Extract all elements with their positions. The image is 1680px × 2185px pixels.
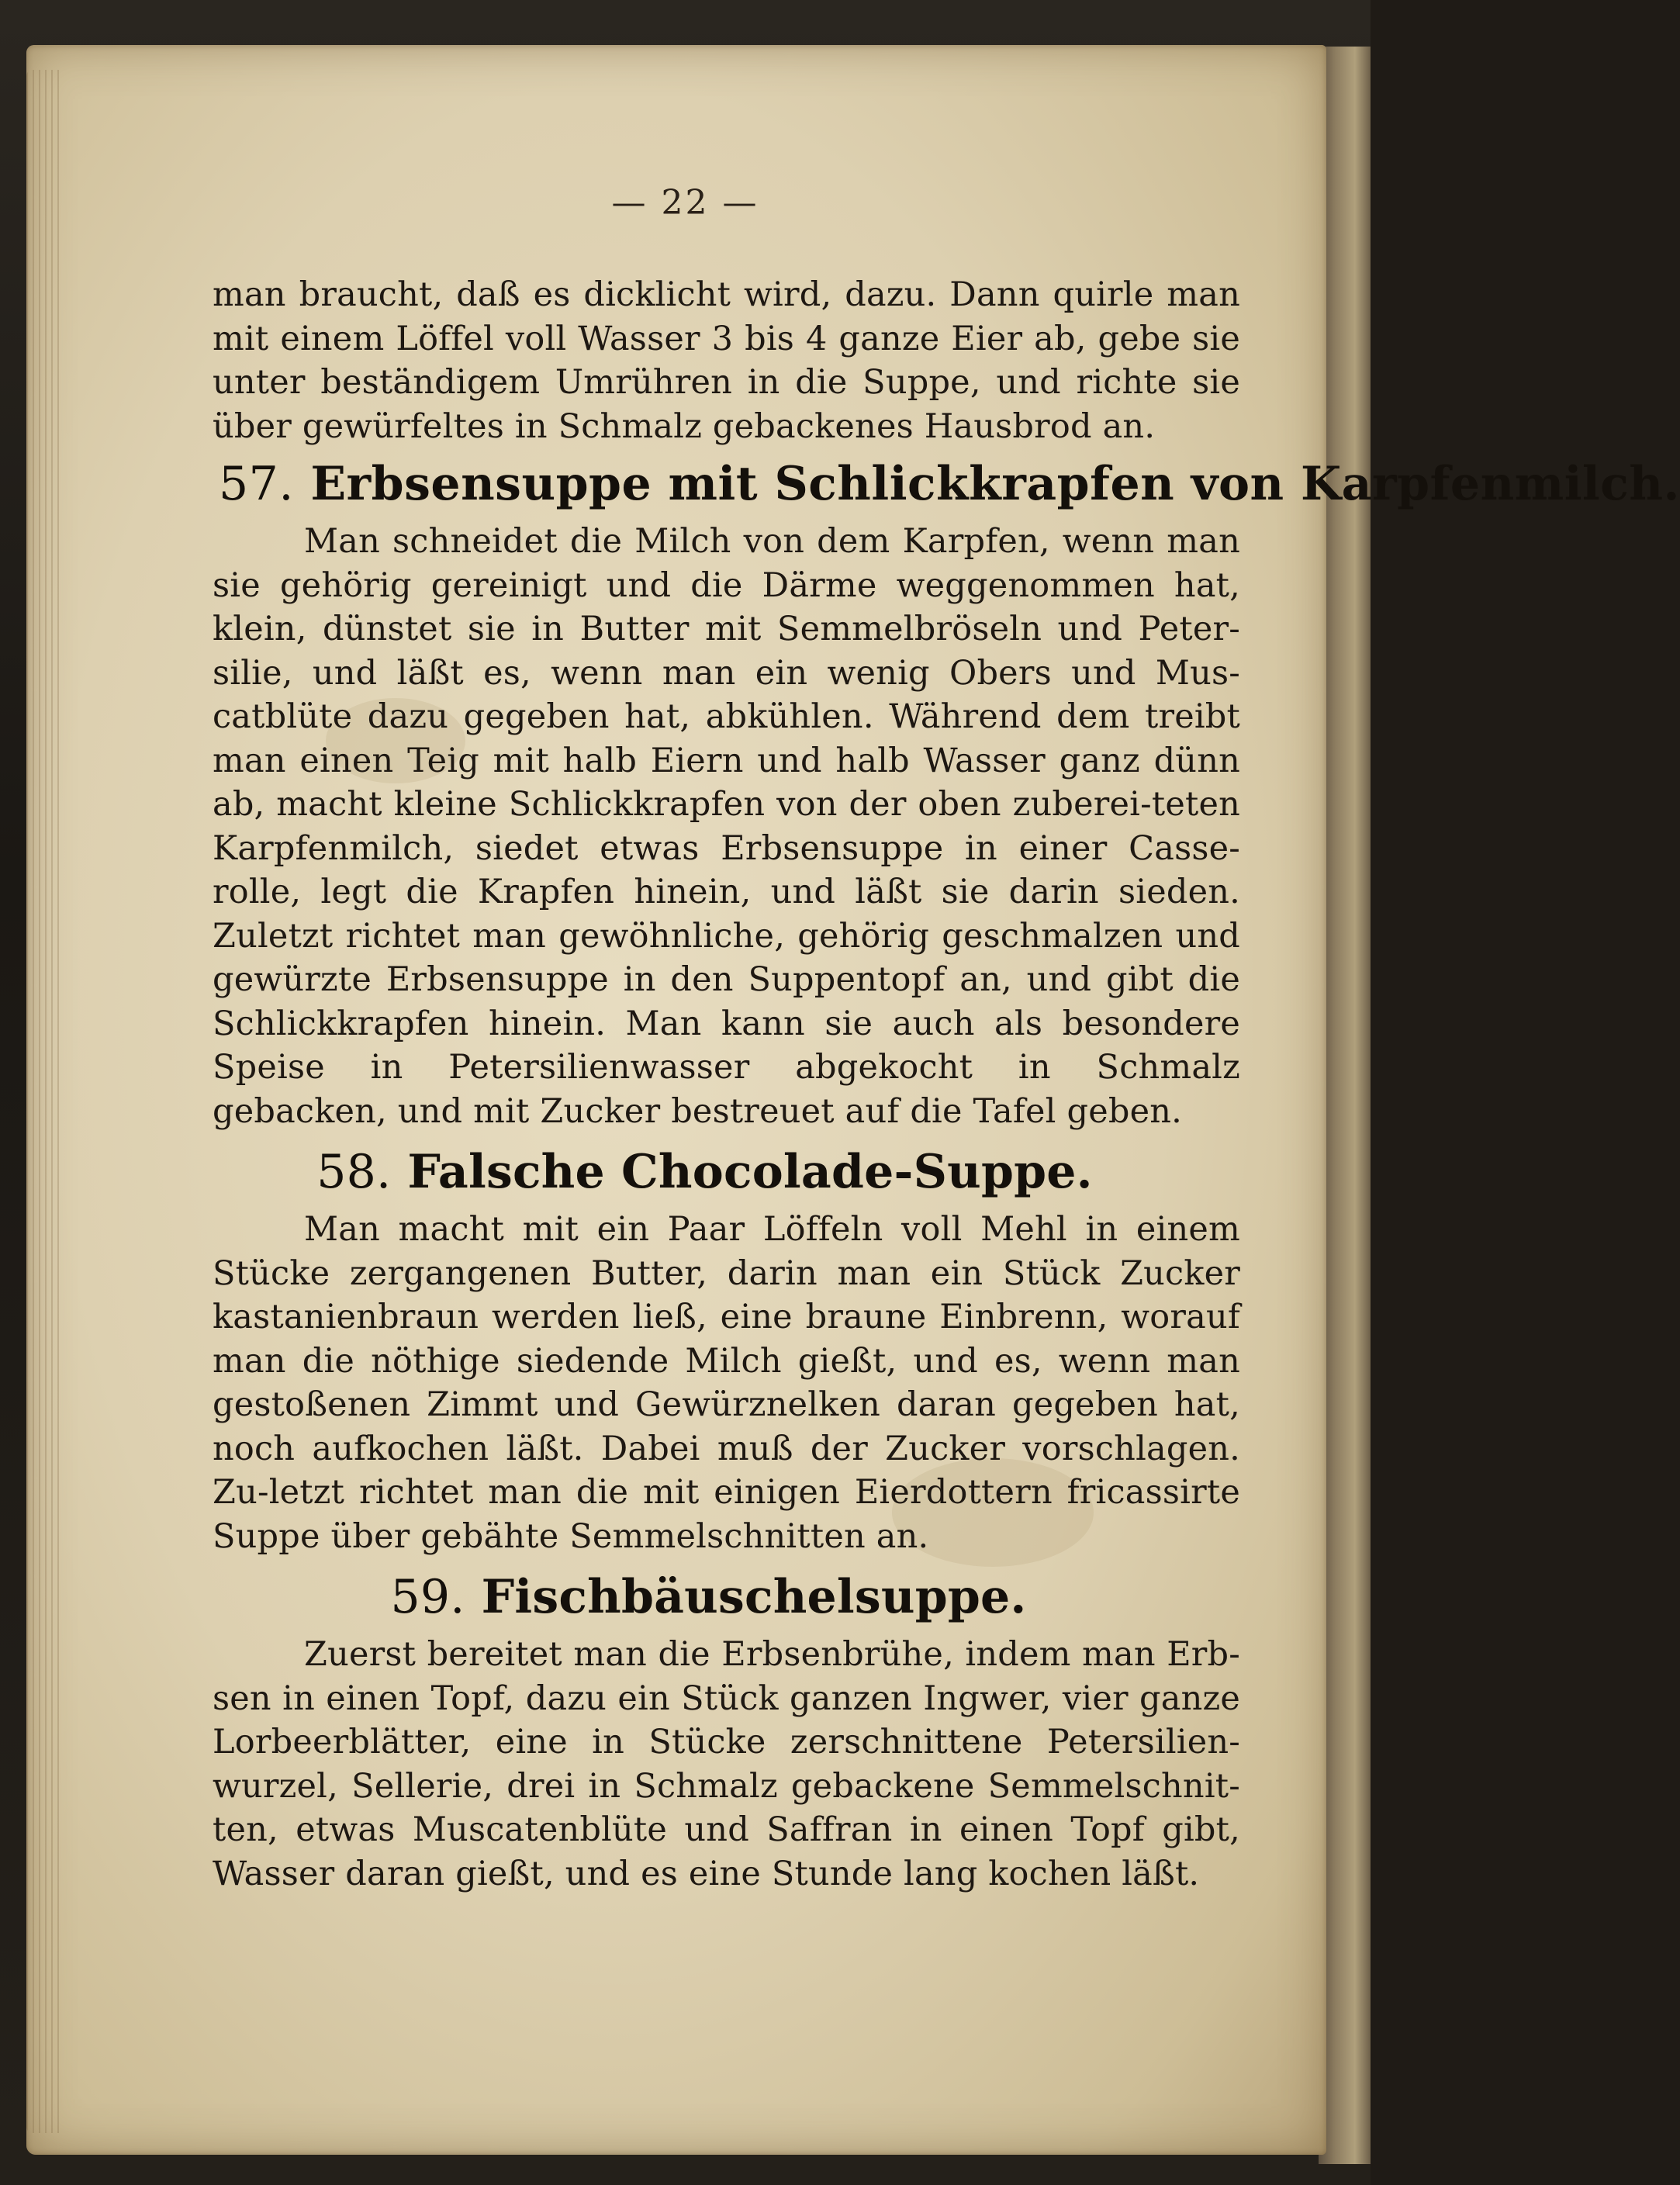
recipe-58-text: Man macht mit ein Paar Löffeln voll Mehl in einem Stücke zergangenen Butter, darin man ein Stück Zucker kastanienbraun werden ließ, eine braune Einbrenn, worauf man die nöthige siedende Milch gießt, und es, wenn man gestoßenen Zimmt und Gewürznelken daran gegeben hat, noch aufkochen läßt. Dabei muß der Zucker vorschlagen. Zu-letzt richtet man die mit einigen Eierdottern fricassirte Suppe über gebähte Semmelschnitten an.	[213, 1210, 1240, 1556]
page-number: — 22 —	[611, 183, 759, 223]
recipe-57-heading	[219, 448, 1680, 520]
recipe-57-title: Erbsensuppe mit Schlickkrapfen von Karpfenmilch.	[310, 457, 1680, 511]
recipe-59-title: Fischbäuschelsuppe.	[481, 1570, 1027, 1624]
adjacent-page-edge	[1319, 47, 1371, 2164]
recipe-59-heading	[177, 1561, 1240, 1633]
recipe-57-number: 57.	[219, 457, 294, 511]
page-text-block	[213, 273, 1680, 1896]
recipe-59-number: 59.	[390, 1570, 465, 1624]
page-deckle-edge	[26, 70, 62, 2133]
recipe-58-title: Falsche Chocolade-Suppe.	[407, 1145, 1093, 1199]
recipe-57-text: Man schneidet die Milch von dem Karpfen, wenn man sie gehörig gereinigt und die Därme weggenommen hat, klein, dünstet sie in Butter mit Semmelbröseln und Peter-silie, und läßt es, wenn man ein wenig Obers und Mus-catblüte dazu gegeben hat, abkühlen. Während dem treibt man einen Teig mit halb Eiern und halb Wasser ganz dünn ab, macht kleine Schlickkrapfen von der oben zuberei-teten Karpfenmilch, siedet etwas Erbsensuppe in einer Casse-rolle, legt die Krapfen hinein, und läßt sie darin sieden. Zuletzt richtet man gewöhnliche, gehörig geschmalzen und gewürzte Erbsensuppe in den Suppentopf an, und gibt die Schlickkrapfen hinein. Man kann sie auch als besondere Speise in Petersilienwasser abgekocht in Schmalz gebacken, und mit Zucker bestreuet auf die Tafel geben.	[213, 522, 1240, 1131]
recipe-59-text: Zuerst bereitet man die Erbsenbrühe, indem man Erb-sen in einen Topf, dazu ein Stück ganzen Ingwer, vier ganze Lorbeerblätter, eine in Stücke zerschnittene Petersilien-wurzel, Sellerie, drei in Schmalz gebackene Semmelschnit-ten, etwas Muscatenblüte und Saffran in einen Topf gibt, Wasser daran gießt, und es eine Stunde lang kochen läßt.	[213, 1635, 1240, 1893]
intro-paragraph: man braucht, daß es dicklicht wird, dazu. Dann quirle man mit einem Löffel voll Wasser 3 bis 4 ganze Eier ab, gebe sie unter beständigem Umrühren in die Suppe, und richte sie über gewürfeltes in Schmalz gebackenes Hausbrod an.	[213, 275, 1240, 446]
recipe-58-heading	[169, 1136, 1240, 1208]
recipe-58-number: 58.	[316, 1145, 392, 1199]
